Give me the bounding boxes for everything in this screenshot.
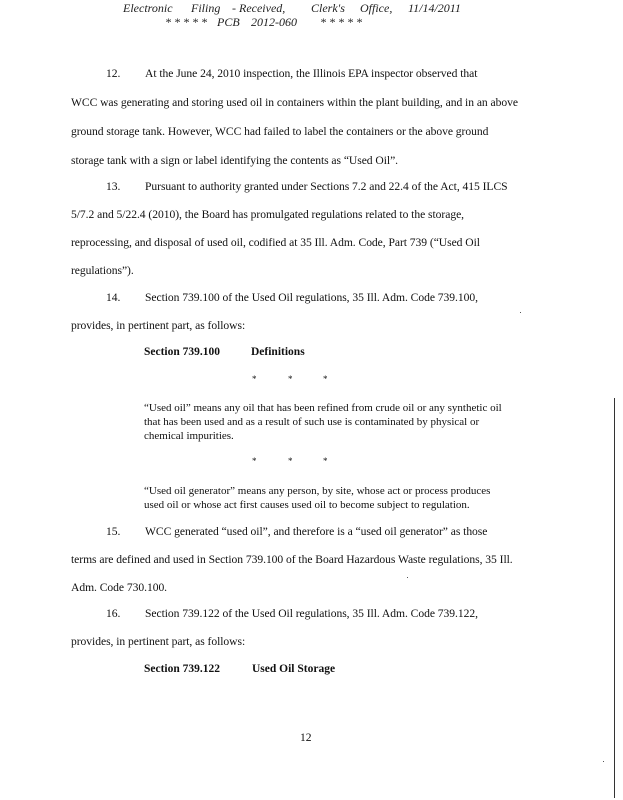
scan-speck <box>407 577 408 578</box>
paragraph-line: ground storage tank. However, WCC had failed to label the containers or the above ground <box>71 125 489 138</box>
scan-speck <box>603 761 604 762</box>
paragraph-line: provides, in pertinent part, as follows: <box>71 635 246 648</box>
paragraph-line: 5/7.2 and 5/22.4 (2010), the Board has promulgated regulations related to the storage, <box>71 208 465 221</box>
stamp-pcb: PCB <box>217 15 240 29</box>
stamp-stars-right: * * * * * <box>320 15 362 29</box>
paragraph-line: reprocessing, and disposal of used oil, codified at 35 Ill. Adm. Code, Part 739 (“Used Oil <box>71 236 480 249</box>
definition-used-oil-line: chemical impurities. <box>144 430 234 442</box>
paragraph-number: 16. <box>106 607 121 620</box>
stamp-received: - Received, <box>232 1 286 15</box>
definition-used-oil-generator-line: “Used oil generator” means any person, by site, whose act or process produces <box>144 485 491 497</box>
paragraph-line: WCC was generating and storing used oil in containers within the plant building, and in an above <box>71 96 518 109</box>
paragraph-number: 14. <box>106 291 121 304</box>
stamp-docket: 2012-060 <box>251 15 297 29</box>
definition-used-oil-line: that has been used and as a result of such use is contaminated by physical or <box>144 416 480 428</box>
paragraph-line: regulations”). <box>71 264 134 277</box>
page-number: 12 <box>300 731 312 744</box>
paragraph-line: WCC generated “used oil”, and therefore is a “used oil generator” as those <box>145 525 488 538</box>
stamp-electronic: Electronic <box>123 1 173 15</box>
section-heading: Definitions <box>251 346 305 358</box>
paragraph-line: Section 739.100 of the Used Oil regulations, 35 Ill. Adm. Code 739.100, <box>145 291 478 304</box>
paragraph-number: 12. <box>106 67 121 80</box>
scan-edge-line <box>614 398 615 798</box>
stamp-date: 11/14/2011 <box>408 1 461 15</box>
section-number: Section 739.122 <box>144 663 221 675</box>
ellipsis-star: * <box>252 374 257 384</box>
stamp-stars-left: * * * * * <box>165 15 207 29</box>
scan-speck <box>520 312 521 313</box>
ellipsis-star: * <box>252 456 257 466</box>
ellipsis-star: * <box>288 374 293 384</box>
paragraph-line: terms are defined and used in Section 739.100 of the Board Hazardous Waste regulations, 35 Ill. <box>71 553 513 566</box>
paragraph-line: Adm. Code 730.100. <box>71 581 168 594</box>
definition-used-oil-generator-line: used oil or whose act first causes used oil to become subject to regulation. <box>144 499 470 511</box>
section-heading: Used Oil Storage <box>252 663 336 675</box>
stamp-clerks: Clerk's <box>311 1 345 15</box>
ellipsis-star: * <box>323 374 328 384</box>
section-number: Section 739.100 <box>144 346 221 358</box>
paragraph-line: Section 739.122 of the Used Oil regulations, 35 Ill. Adm. Code 739.122, <box>145 607 478 620</box>
ellipsis-star: * <box>323 456 328 466</box>
ellipsis-star: * <box>288 456 293 466</box>
paragraph-line: storage tank with a sign or label identifying the contents as “Used Oil”. <box>71 154 399 167</box>
stamp-office: Office, <box>360 1 393 15</box>
paragraph-number: 13. <box>106 180 121 193</box>
paragraph-line: provides, in pertinent part, as follows: <box>71 319 246 332</box>
stamp-filing: Filing <box>191 1 221 15</box>
paragraph-line: Pursuant to authority granted under Sections 7.2 and 22.4 of the Act, 415 ILCS <box>145 180 508 193</box>
paragraph-number: 15. <box>106 525 121 538</box>
definition-used-oil-line: “Used oil” means any oil that has been refined from crude oil or any synthetic oil <box>144 402 502 414</box>
paragraph-line: At the June 24, 2010 inspection, the Illinois EPA inspector observed that <box>145 67 478 80</box>
